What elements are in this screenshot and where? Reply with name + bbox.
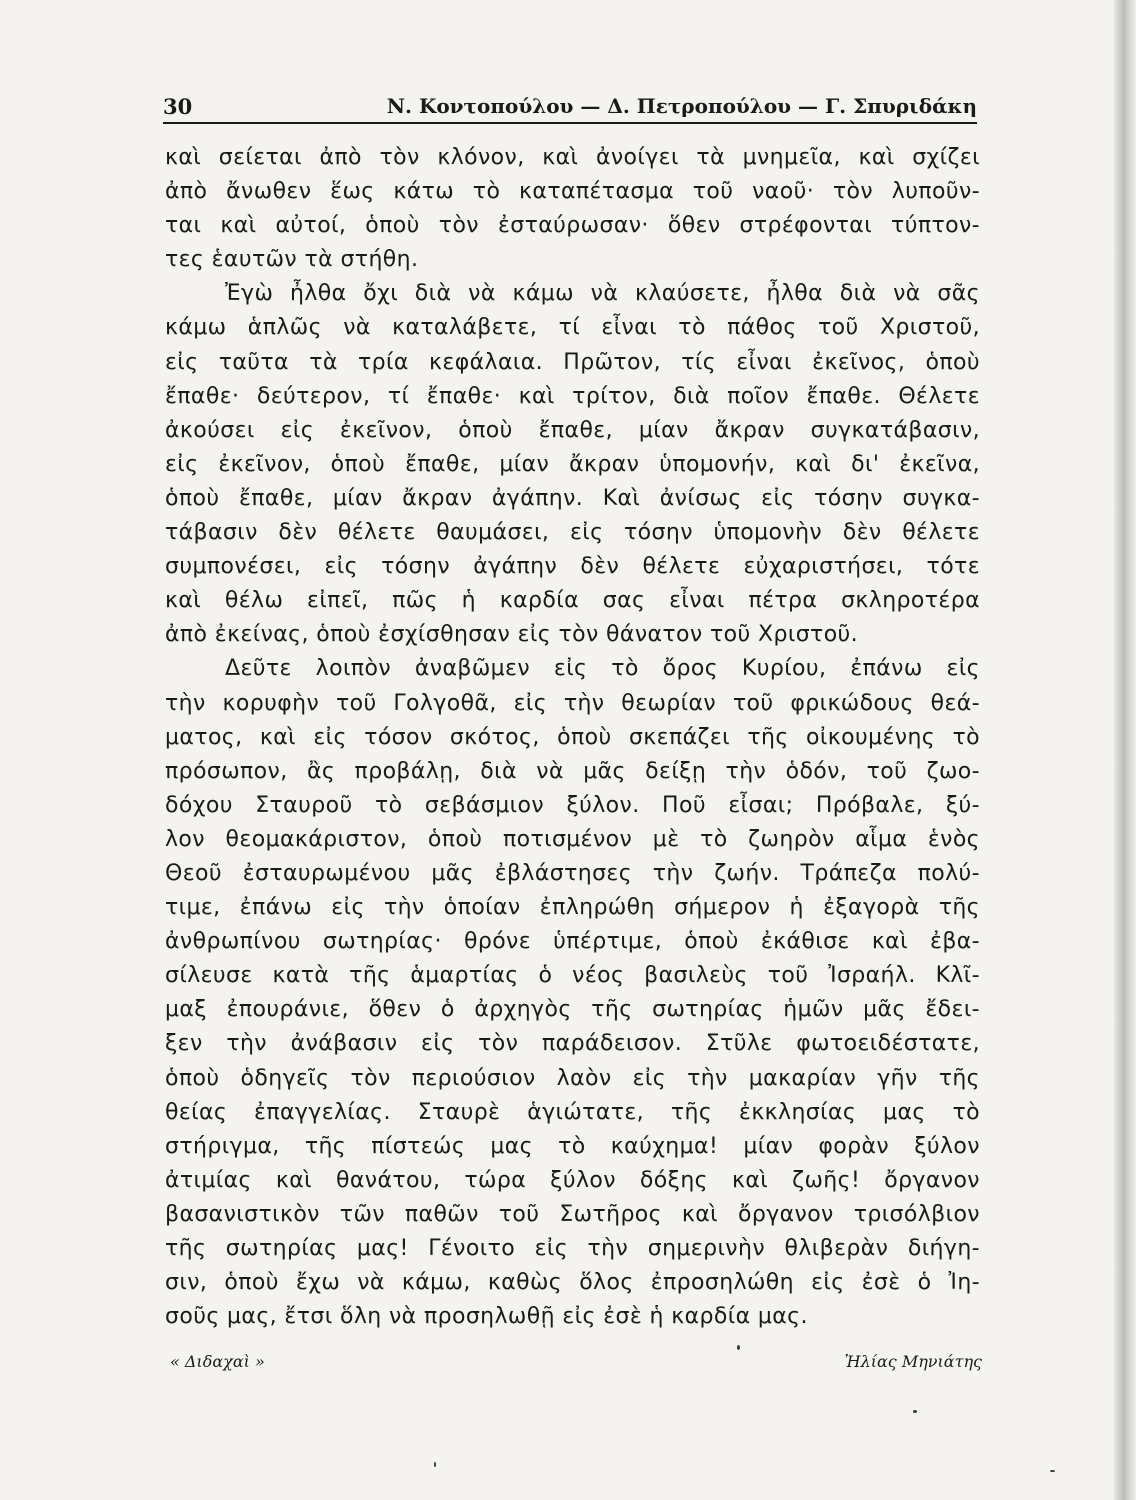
page-edge-shadow bbox=[1114, 0, 1136, 1500]
scan-speck bbox=[913, 1410, 917, 1413]
text-line: σίλευσε κατὰ τῆς ἁμαρτίας ὁ νέος βασιλεὺς τοῦ Ἰσραήλ. Κλῖ- bbox=[165, 963, 980, 989]
text-line: βασανιστικὸν τῶν παθῶν τοῦ Σωτῆρος καὶ ὄργανον τρισόλβιον bbox=[165, 1201, 980, 1227]
text-line: σοῦς μας, ἔτσι ὅλη νὰ προσηλωθῇ εἰς ἐσὲ ἡ καρδία μας. bbox=[165, 1304, 808, 1330]
text-line: ἀτιμίας καὶ θανάτου, τώρα ξύλον δόξης καὶ ζωῆς! ὄργανον bbox=[165, 1167, 980, 1193]
text-line: τάβασιν δὲν θέλετε θαυμάσει, εἰς τόσην ὑπομονὴν δὲν θέλετε bbox=[165, 520, 980, 546]
text-line: ὁποὺ ἔπαθε, μίαν ἄκραν ἀγάπην. Καὶ ἀνίσως εἰς τόσην συγκα- bbox=[165, 485, 980, 511]
text-line: Ἐγὼ ἦλθα ὄχι διὰ νὰ κάμω νὰ κλαύσετε, ἦλθα διὰ νὰ σᾶς bbox=[225, 281, 980, 307]
text-line: τες ἑαυτῶν τὰ στήθη. bbox=[165, 247, 419, 273]
text-line: δόχου Σταυροῦ τὸ σεβάσμιον ξύλον. Ποῦ εἶσαι; Πρόβαλε, ξύ- bbox=[165, 792, 980, 818]
text-line: ται καὶ αὐτοί, ὁποὺ τὸν ἐσταύρωσαν· ὅθεν στρέφονται τύπτον- bbox=[165, 213, 980, 239]
text-line: κάμω ἁπλῶς νὰ καταλάβετε, τί εἶναι τὸ πάθος τοῦ Χριστοῦ, bbox=[165, 315, 980, 341]
text-line: ἔπαθε· δεύτερον, τί ἔπαθε· καὶ τρίτον, διὰ ποῖον ἔπαθε. Θέλετε bbox=[165, 383, 980, 409]
text-line: σιν, ὁποὺ ἔχω νὰ κάμω, καθὼς ὅλος ἐπροσηλώθη εἰς ἐσὲ ὁ Ἰη- bbox=[165, 1270, 980, 1296]
text-line: καὶ σείεται ἀπὸ τὸν κλόνον, καὶ ἀνοίγει τὰ μνημεῖα, καὶ σχίζει bbox=[165, 145, 980, 170]
text-line: καὶ θέλω εἰπεῖ, πῶς ἡ καρδία σας εἶναι πέτρα σκληροτέρα bbox=[165, 588, 980, 614]
text-line: ἀπὸ ἐκείνας, ὁποὺ ἐσχίσθησαν εἰς τὸν θάνατον τοῦ Χριστοῦ. bbox=[165, 622, 859, 648]
text-line: ἀπὸ ἄνωθεν ἕως κάτω τὸ καταπέτασμα τοῦ ναοῦ· τὸν λυποῦν- bbox=[165, 179, 980, 205]
text-line: εἰς ταῦτα τὰ τρία κεφάλαια. Πρῶτον, τίς εἶναι ἐκεῖνος, ὁποὺ bbox=[165, 349, 980, 375]
page-footer bbox=[170, 1352, 982, 1376]
page-number: 30 bbox=[163, 94, 193, 119]
text-line: ξεν τὴν ἀνάβασιν εἰς τὸν παράδεισον. Στῦλε φωτοειδέστατε, bbox=[165, 1031, 980, 1057]
text-line: ὁποὺ ὁδηγεῖς τὸν περιούσιον λαὸν εἰς τὴν μακαρίαν γῆν τῆς bbox=[165, 1065, 980, 1091]
paragraph bbox=[165, 652, 980, 1334]
scan-speck bbox=[434, 1462, 436, 1467]
text-line: τῆς σωτηρίας μας! Γένοιτο εἰς τὴν σημερινὴν θλιβερὰν διήγη- bbox=[165, 1236, 980, 1261]
text-line: τὴν κορυφὴν τοῦ Γολγοθᾶ, εἰς τὴν θεωρίαν τοῦ φρικώδους θεά- bbox=[165, 690, 980, 716]
text-line: πρόσωπον, ἂς προβάλῃ, διὰ νὰ μᾶς δείξῃ τὴν ὁδόν, τοῦ ζωο- bbox=[165, 758, 980, 784]
text-line: τιμε, ἐπάνω εἰς τὴν ὁποίαν ἐπληρώθη σήμερον ἡ ἐξαγορὰ τῆς bbox=[165, 895, 980, 921]
scan-speck bbox=[1050, 1470, 1055, 1472]
source-work-citation: « Διδαχαὶ » bbox=[170, 1352, 265, 1371]
page-header bbox=[163, 94, 977, 124]
text-line: ἀκούσει εἰς ἐκεῖνον, ὁποὺ ἔπαθε, μίαν ἄκραν συγκατάβασιν, bbox=[165, 417, 980, 443]
text-line: συμπονέσει, εἰς τόσην ἀγάπην δὲν θέλετε εὐχαριστήσει, τότε bbox=[165, 554, 980, 580]
text-line: ματος, καὶ εἰς τόσον σκότος, ὁποὺ σκεπάζει τῆς οἰκουμένης τὸ bbox=[165, 724, 980, 750]
paragraph bbox=[165, 277, 980, 652]
scan-speck bbox=[737, 1345, 740, 1350]
text-line: εἰς ἐκεῖνον, ὁποὺ ἔπαθε, μίαν ἄκραν ὑπομονήν, καὶ δι' ἐκεῖνα, bbox=[165, 451, 980, 477]
text-line: ἀνθρωπίνου σωτηρίας· θρόνε ὑπέρτιμε, ὁποὺ ἐκάθισε καὶ ἐβα- bbox=[165, 929, 980, 955]
paragraph bbox=[165, 141, 980, 277]
author-attribution: Ἠλίας Μηνιάτης bbox=[844, 1352, 982, 1371]
text-line: θείας ἐπαγγελίας. Σταυρὲ ἁγιώτατε, τῆς ἐκκλησίας μας τὸ bbox=[165, 1099, 980, 1125]
running-head: Ν. Κοντοπούλου — Δ. Πετροπούλου — Γ. Σπυριδάκη bbox=[386, 94, 977, 118]
text-line: Δεῦτε λοιπὸν ἀναβῶμεν εἰς τὸ ὄρος Κυρίου, ἐπάνω εἰς bbox=[225, 656, 980, 682]
body-text bbox=[165, 141, 980, 1334]
text-line: στήριγμα, τῆς πίστεώς μας τὸ καύχημα! μίαν φορὰν ξύλον bbox=[165, 1133, 980, 1159]
text-line: μαξ ἐπουράνιε, ὅθεν ὁ ἀρχηγὸς τῆς σωτηρίας ἡμῶν μᾶς ἔδει- bbox=[165, 997, 980, 1023]
text-line: Θεοῦ ἐσταυρωμένου μᾶς ἐβλάστησες τὴν ζωήν. Τράπεζα πολύ- bbox=[165, 860, 980, 886]
text-line: λον θεομακάριστον, ὁποὺ ποτισμένον μὲ τὸ ζωηρὸν αἷμα ἑνὸς bbox=[165, 826, 980, 852]
